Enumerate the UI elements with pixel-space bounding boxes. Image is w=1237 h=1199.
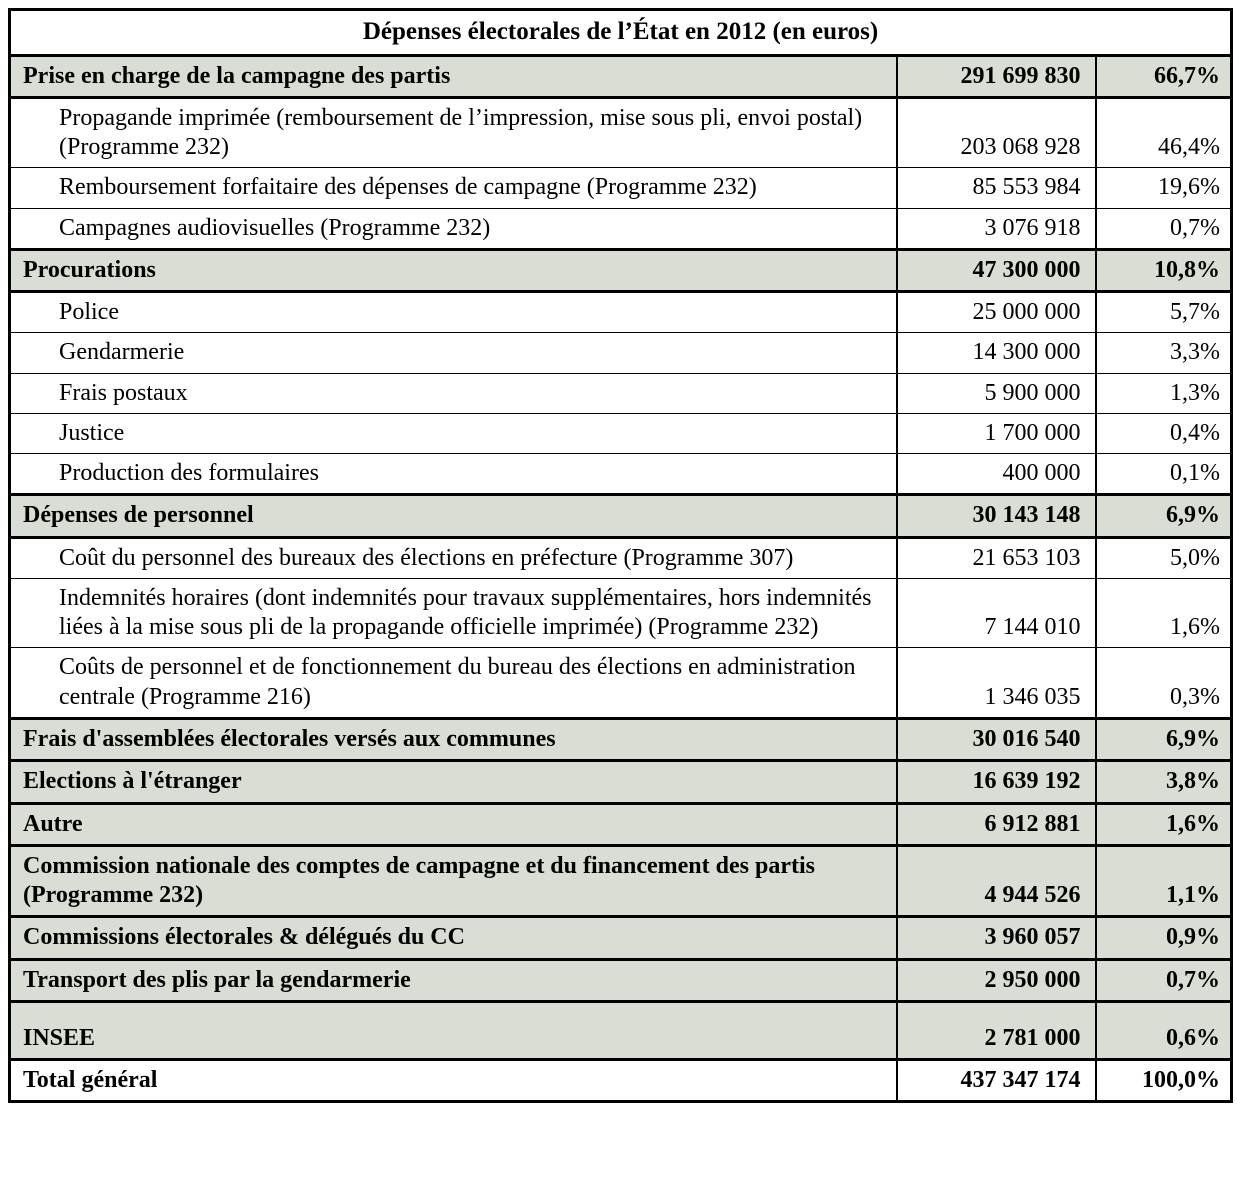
row-percent: 46,4%: [1096, 97, 1232, 168]
row-amount: 30 143 148: [897, 495, 1096, 537]
row-percent: 3,8%: [1096, 761, 1232, 803]
row-percent: 5,0%: [1096, 537, 1232, 578]
table-title-row: [10, 10, 1232, 56]
table-row: [10, 1059, 1232, 1101]
row-label: Dépenses de personnel: [10, 495, 897, 537]
row-percent: 0,6%: [1096, 1001, 1232, 1059]
table-body: [10, 10, 1232, 1102]
row-amount: 203 068 928: [897, 97, 1096, 168]
table-row: [10, 537, 1232, 578]
row-amount: 1 346 035: [897, 648, 1096, 719]
row-label: Elections à l'étranger: [10, 761, 897, 803]
row-percent: 0,4%: [1096, 413, 1232, 453]
row-label: Coûts de personnel et de fonctionnement du bureau des élections en administration centrale (Programme 216): [10, 648, 897, 719]
row-percent: 19,6%: [1096, 168, 1232, 208]
row-label: Commissions électorales & délégués du CC: [10, 917, 897, 959]
row-amount: 21 653 103: [897, 537, 1096, 578]
row-label: Procurations: [10, 249, 897, 291]
row-amount: 4 944 526: [897, 845, 1096, 917]
row-percent: 10,8%: [1096, 249, 1232, 291]
row-amount: 400 000: [897, 454, 1096, 495]
table-row: [10, 292, 1232, 333]
row-amount: 1 700 000: [897, 413, 1096, 453]
row-percent: 6,9%: [1096, 495, 1232, 537]
table-row: [10, 413, 1232, 453]
row-percent: 1,3%: [1096, 373, 1232, 413]
row-amount: 3 076 918: [897, 208, 1096, 249]
row-label: Indemnités horaires (dont indemnités pour travaux supplémentaires, hors indemnités liées à la mise sous pli de la propagande officielle imprimée) (Programme 232): [10, 578, 897, 648]
row-label: Remboursement forfaitaire des dépenses de campagne (Programme 232): [10, 168, 897, 208]
table-row: [10, 208, 1232, 249]
row-amount: 85 553 984: [897, 168, 1096, 208]
row-amount: 47 300 000: [897, 249, 1096, 291]
row-label: Justice: [10, 413, 897, 453]
expenses-table: [8, 8, 1233, 1103]
row-amount: 14 300 000: [897, 333, 1096, 373]
table-row: [10, 249, 1232, 291]
table-row: [10, 373, 1232, 413]
row-amount: 25 000 000: [897, 292, 1096, 333]
row-amount: 2 781 000: [897, 1001, 1096, 1059]
row-amount: 3 960 057: [897, 917, 1096, 959]
row-percent: 3,3%: [1096, 333, 1232, 373]
row-label: Coût du personnel des bureaux des élections en préfecture (Programme 307): [10, 537, 897, 578]
table-row: [10, 648, 1232, 719]
row-label: Campagnes audiovisuelles (Programme 232): [10, 208, 897, 249]
row-label: INSEE: [10, 1001, 897, 1059]
row-amount: 7 144 010: [897, 578, 1096, 648]
table-row: [10, 719, 1232, 761]
row-amount: 291 699 830: [897, 55, 1096, 97]
row-percent: 1,1%: [1096, 845, 1232, 917]
table-row: [10, 55, 1232, 97]
row-label: Total général: [10, 1059, 897, 1101]
row-amount: 30 016 540: [897, 719, 1096, 761]
row-percent: 1,6%: [1096, 578, 1232, 648]
row-label: Transport des plis par la gendarmerie: [10, 959, 897, 1001]
row-percent: 5,7%: [1096, 292, 1232, 333]
table-row: [10, 333, 1232, 373]
row-label: Prise en charge de la campagne des partis: [10, 55, 897, 97]
table-row: [10, 1001, 1232, 1059]
row-percent: 0,1%: [1096, 454, 1232, 495]
row-percent: 0,7%: [1096, 208, 1232, 249]
row-percent: 0,9%: [1096, 917, 1232, 959]
table-row: [10, 454, 1232, 495]
row-amount: 2 950 000: [897, 959, 1096, 1001]
row-amount: 437 347 174: [897, 1059, 1096, 1101]
row-label: Frais postaux: [10, 373, 897, 413]
table-row: [10, 495, 1232, 537]
table-title: Dépenses électorales de l’État en 2012 (en euros): [10, 10, 1232, 56]
table-row: [10, 168, 1232, 208]
row-percent: 6,9%: [1096, 719, 1232, 761]
table-row: [10, 97, 1232, 168]
row-percent: 66,7%: [1096, 55, 1232, 97]
row-label: Autre: [10, 803, 897, 845]
row-amount: 5 900 000: [897, 373, 1096, 413]
row-percent: 0,7%: [1096, 959, 1232, 1001]
table-row: [10, 845, 1232, 917]
row-percent: 1,6%: [1096, 803, 1232, 845]
row-label: Production des formulaires: [10, 454, 897, 495]
row-percent: 0,3%: [1096, 648, 1232, 719]
row-amount: 16 639 192: [897, 761, 1096, 803]
table-row: [10, 959, 1232, 1001]
table-row: [10, 803, 1232, 845]
table-row: [10, 578, 1232, 648]
table-row: [10, 917, 1232, 959]
row-label: Frais d'assemblées électorales versés aux communes: [10, 719, 897, 761]
row-amount: 6 912 881: [897, 803, 1096, 845]
row-label: Propagande imprimée (remboursement de l’impression, mise sous pli, envoi postal) (Programme 232): [10, 97, 897, 168]
row-percent: 100,0%: [1096, 1059, 1232, 1101]
row-label: Police: [10, 292, 897, 333]
table-row: [10, 761, 1232, 803]
row-label: Commission nationale des comptes de campagne et du financement des partis (Programme 232): [10, 845, 897, 917]
row-label: Gendarmerie: [10, 333, 897, 373]
